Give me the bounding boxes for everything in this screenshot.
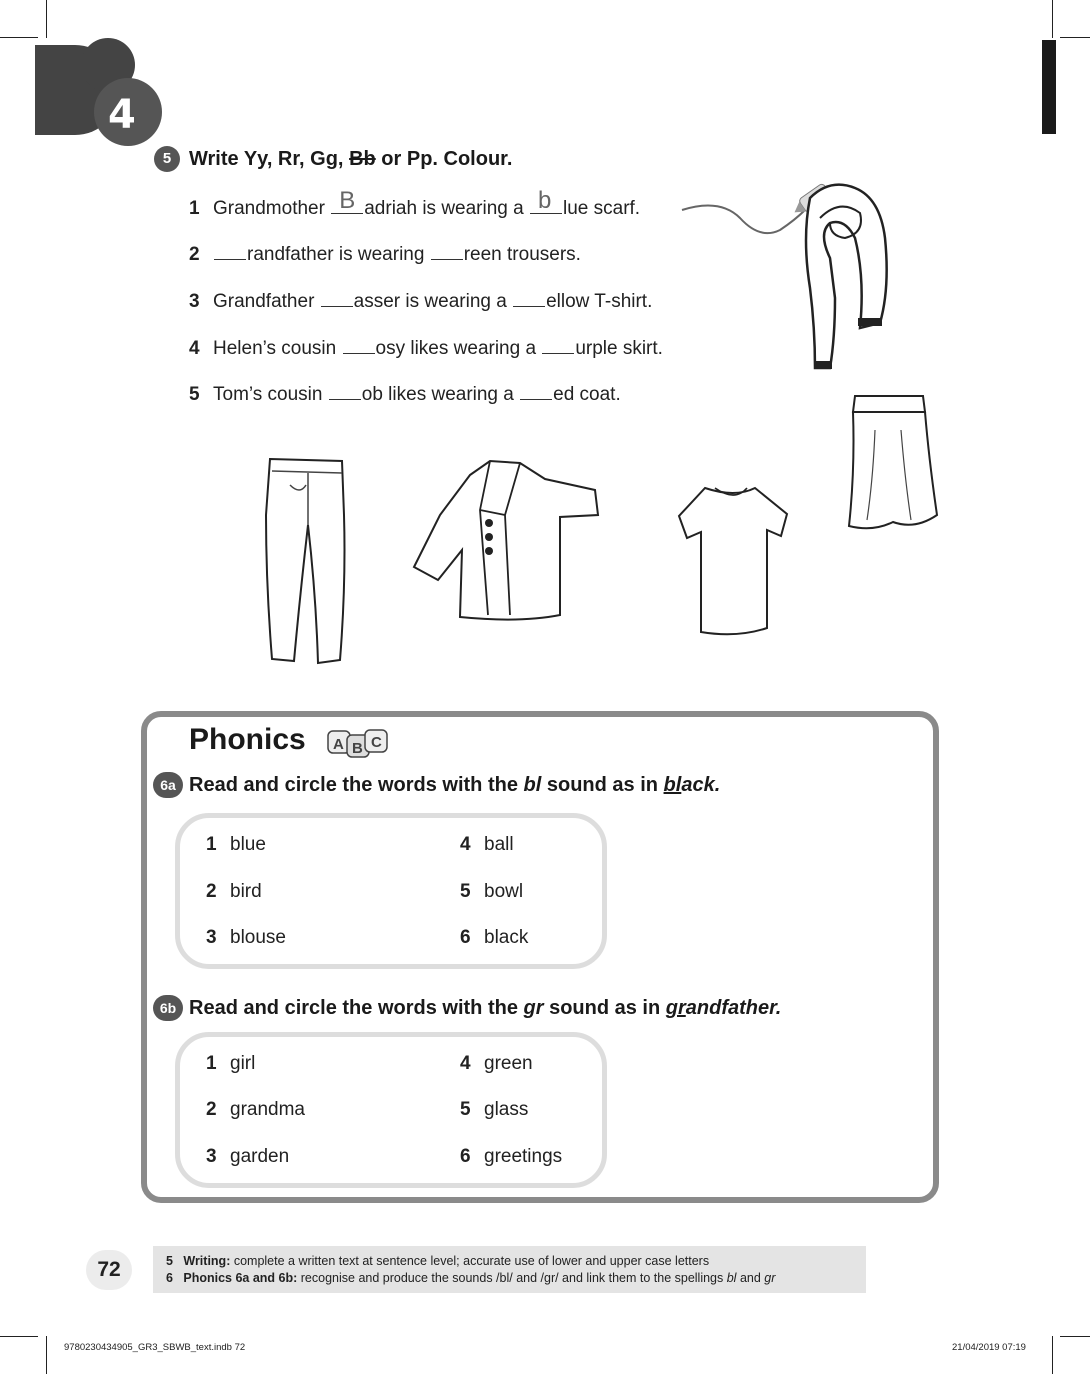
crop-mark (46, 1336, 47, 1374)
unit-badge-graphic (30, 30, 170, 150)
page-edge-bar (1042, 40, 1056, 134)
answer-blank[interactable]: B (331, 197, 363, 214)
word-item[interactable]: 3 blouse (206, 927, 286, 948)
word-item[interactable]: 5 bowl (460, 881, 524, 902)
phonics-heading: Phonics (189, 723, 306, 756)
exercise-6b-title: Read and circle the words with the gr sound as in grandfather. (189, 997, 782, 1019)
crayon-line (682, 206, 805, 234)
sentence: 3 Grandfather asser is wearing a ellow T-shirt. (189, 291, 653, 312)
skirt-illustration (845, 390, 941, 535)
exercise-6b-badge: 6b (153, 995, 183, 1021)
word-item[interactable]: 4 green (460, 1053, 533, 1074)
button-icon (485, 533, 493, 541)
word-item[interactable]: 2 grandma (206, 1099, 305, 1120)
word-item[interactable]: 4 ball (460, 834, 514, 855)
struck-letters: Bb (349, 148, 376, 170)
word-item[interactable]: 3 garden (206, 1146, 290, 1167)
exercise-5-title: Write Yy, Rr, Gg, Bb or Pp. Colour. (189, 148, 513, 170)
answer-blank[interactable] (329, 383, 361, 400)
crop-mark (0, 1336, 38, 1337)
crop-mark (1060, 1336, 1090, 1337)
answer-blank[interactable] (321, 290, 353, 307)
trousers-illustration (260, 455, 350, 667)
crop-mark (1052, 1336, 1053, 1374)
word-item[interactable]: 2 bird (206, 881, 262, 902)
word-item[interactable]: 6 greetings (460, 1146, 563, 1167)
page-number: 72 (86, 1250, 132, 1290)
answer-blank[interactable] (214, 243, 246, 260)
exercise-5-badge: 5 (154, 146, 180, 172)
answer-blank[interactable] (431, 243, 463, 260)
button-icon (485, 547, 493, 555)
crop-mark (1052, 0, 1053, 38)
answer-blank[interactable]: b (530, 197, 562, 214)
answer-blank[interactable] (542, 337, 574, 354)
word-item[interactable]: 1 blue (206, 834, 266, 855)
sentence: 1 Grandmother B adriah is wearing a b lue scarf. (189, 187, 641, 219)
abc-icon (325, 725, 391, 761)
sentence: 2 randfather is wearing reen trousers. (189, 244, 581, 265)
answer-blank[interactable] (520, 383, 552, 400)
abc-letter: C (371, 734, 382, 751)
word-item[interactable]: 6 black (460, 927, 529, 948)
crop-mark (1060, 37, 1090, 38)
abc-letter: B (352, 740, 363, 757)
scarf-illustration (680, 178, 900, 378)
sentence: 5 Tom’s cousin ob likes wearing a ed coat. (189, 384, 621, 405)
answer-blank[interactable] (513, 290, 545, 307)
tshirt-illustration (675, 480, 795, 640)
teacher-note: 6 Phonics 6a and 6b: recognise and produce the sounds /bl/ and /gr/ and link them to the spellings bl and gr (166, 1271, 776, 1285)
answer-blank[interactable] (343, 337, 375, 354)
exercise-6a-title: Read and circle the words with the bl sound as in black. (189, 774, 721, 796)
teacher-note: 5 Writing: complete a written text at sentence level; accurate use of lower and upper case letters (166, 1254, 710, 1268)
button-icon (485, 519, 493, 527)
print-slug-file: 9780230434905_GR3_SBWB_text.indb 72 (64, 1342, 246, 1353)
exercise-6a-badge: 6a (153, 772, 183, 798)
unit-number: 4 (108, 92, 136, 138)
coat-illustration (410, 455, 605, 625)
scarf-shape (806, 185, 887, 368)
sentence: 4 Helen’s cousin osy likes wearing a urple skirt. (189, 338, 663, 359)
word-item[interactable]: 5 glass (460, 1099, 529, 1120)
print-slug-datetime: 21/04/2019 07:19 (952, 1342, 1026, 1353)
abc-letter: A (333, 736, 344, 753)
word-item[interactable]: 1 girl (206, 1053, 256, 1074)
